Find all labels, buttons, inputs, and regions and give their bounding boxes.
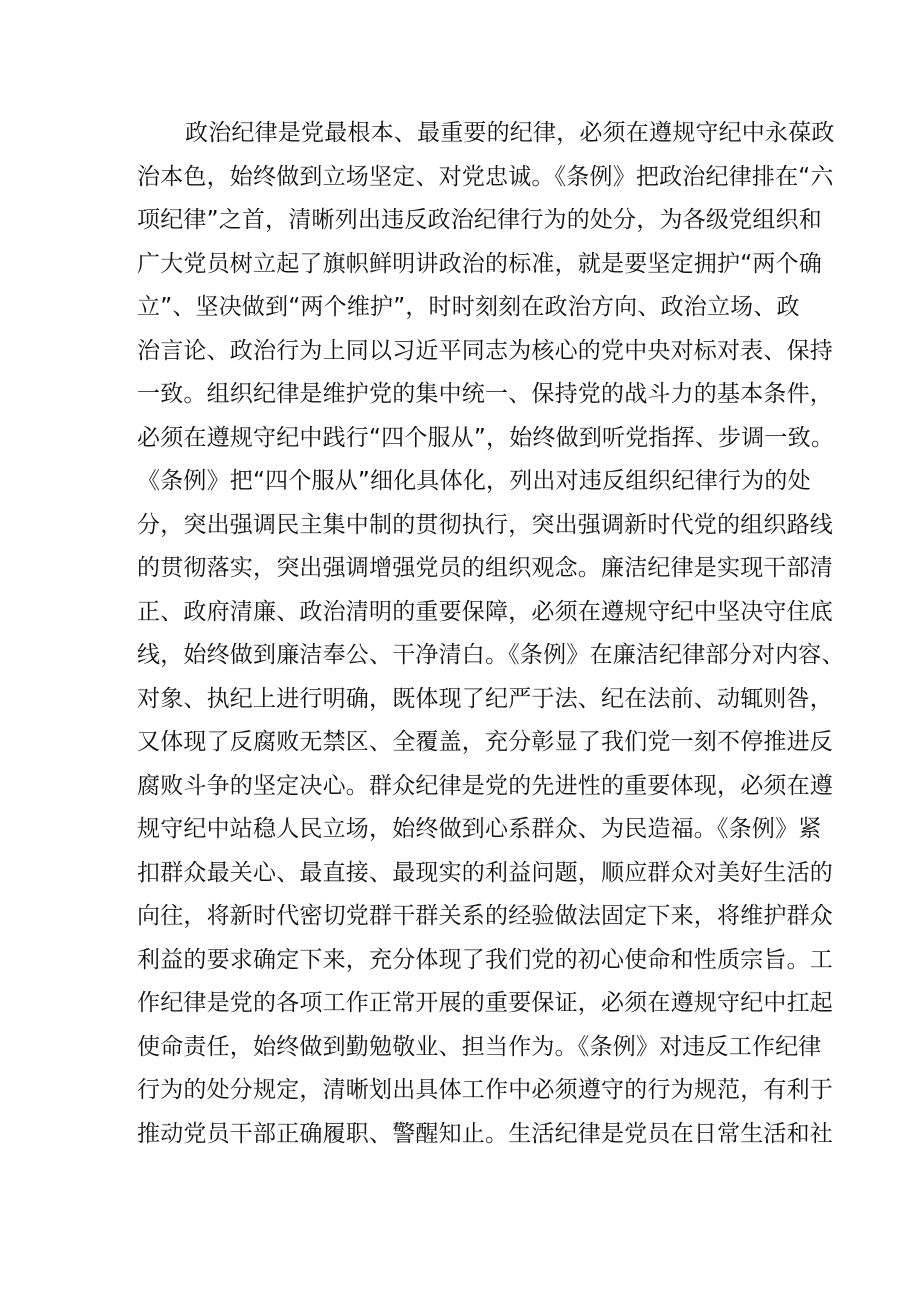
text-line: 扣群众最关心、最直接、最现实的利益问题，顺应群众对美好生活的 xyxy=(137,859,833,886)
text-line: 利益的要求确定下来，充分体现了我们党的初心使命和性质宗旨。工 xyxy=(137,946,833,973)
text-line: 必须在遵规守纪中践行“四个服从”，始终做到听党指挥、步调一致。 xyxy=(137,424,835,451)
body-paragraph xyxy=(137,112,845,1156)
text-line: 分，突出强调民主集中制的贯彻执行，突出强调新时代党的组织路线 xyxy=(137,511,833,538)
text-line: 规守纪中站稳人民立场，始终做到心系群众、为民造福。《条例》紧 xyxy=(137,816,822,842)
text-line: 正、政府清廉、政治清明的重要保障，必须在遵规守纪中坚决守住底 xyxy=(137,598,833,625)
text-line: 又体现了反腐败无禁区、全覆盖，充分彰显了我们党一刻不停推进反 xyxy=(137,729,833,755)
text-line: 政治纪律是党最根本、最重要的纪律，必须在遵规守纪中永葆政 xyxy=(185,120,835,146)
text-line: 推动党员干部正确履职、警醒知止。生活纪律是党员在日常生活和社 xyxy=(137,1120,833,1147)
text-line: 治本色，始终做到立场坚定、对党忠诚。《条例》把政治纪律排在“六 xyxy=(137,163,834,190)
text-line: 广大党员树立起了旗帜鲜明讲政治的标准，就是要坚定拥护“两个确 xyxy=(137,250,822,277)
text-line: 项纪律”之首，清晰列出违反政治纪律行为的处分，为各级党组织和 xyxy=(137,207,822,233)
text-line: 的贯彻落实，突出强调增强党员的组织观念。廉洁纪律是实现干部清 xyxy=(137,555,833,581)
text-line: 向往，将新时代密切党群干群关系的经验做法固定下来，将维护群众 xyxy=(137,903,833,929)
text-line: 对象、执纪上进行明确，既体现了纪严于法、纪在法前、动辄则咎， xyxy=(137,685,833,712)
text-line: 腐败斗争的坚定决心。群众纪律是党的先进性的重要体现，必须在遵 xyxy=(137,772,833,799)
text-line: 线，始终做到廉洁奉公、干净清白。《条例》在廉洁纪律部分对内容、 xyxy=(137,642,845,668)
text-line: 《条例》把“四个服从”细化具体化，列出对违反组织纪律行为的处 xyxy=(137,468,811,494)
text-line: 立”、坚决做到“两个维护”，时时刻刻在政治方向、政治立场、政 xyxy=(137,294,800,320)
text-line: 使命责任，始终做到勤勉敬业、担当作为。《条例》对违反工作纪律 xyxy=(137,1033,822,1060)
text-line: 一致。组织纪律是维护党的集中统一、保持党的战斗力的基本条件， xyxy=(137,381,833,407)
text-line: 行为的处分规定，清晰划出具体工作中必须遵守的行为规范，有利于 xyxy=(137,1077,833,1103)
text-line: 作纪律是党的各项工作正常开展的重要保证，必须在遵规守纪中扛起 xyxy=(137,990,833,1016)
text-line: 治言论、政治行为上同以习近平同志为核心的党中央对标对表、保持 xyxy=(137,337,833,364)
